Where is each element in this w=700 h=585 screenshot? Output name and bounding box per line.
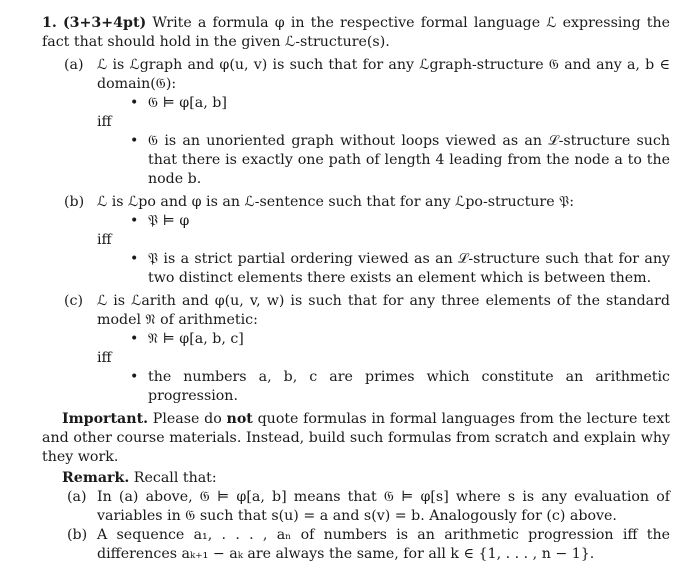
part-a-condition: • 𝔊 is an unoriented graph without loops viewed as an ℒ-structure such that there is exactly one path of length 4 leading from the node a to the node b. (130, 132, 670, 189)
remark-item-a-text: In (a) above, 𝔊 ⊨ φ[a, b] means that 𝔊 ⊨ φ[s] where s is any evaluation of variables in 𝔊 such that s(u) = a and s(v) = b. Analogously for (c) above. (97, 489, 670, 524)
part-a-iff: iff (97, 114, 112, 130)
part-a-statement: ℒ is ℒgraph and φ(u, v) is such that for any ℒgraph-structure 𝔊 and any a, b ∈ domain(𝔊): (97, 57, 670, 92)
problem-number: 1. (42, 15, 57, 31)
remark-item-b (67, 526, 670, 564)
problem-intro: Write a formula φ in the respective formal language ℒ expressing the fact that should hold in the given ℒ-structure(s). (42, 15, 670, 50)
part-c-iff: iff (97, 350, 112, 366)
remark-heading-line (62, 469, 670, 488)
remark-heading: Remark. (62, 470, 130, 486)
part-b-label: (b) (64, 194, 85, 210)
part-b (42, 193, 670, 288)
remark-item-a (67, 488, 670, 526)
important-text-after: quote formulas in formal languages from the lecture text and other course materials. Instead, build such formulas from scratch and explain why they work. (42, 411, 670, 465)
remark-intro: Recall that: (133, 470, 217, 486)
problem-points: (3+3+4pt) (62, 15, 147, 31)
part-b-statement: ℒ is ℒpo and φ is an ℒ-sentence such that for any ℒpo-structure 𝔓: (97, 194, 575, 210)
part-a-formula: • 𝔊 ⊨ φ[a, b] (130, 94, 670, 113)
important-not: not (226, 411, 253, 427)
remark-item-b-label: (b) (67, 527, 88, 543)
problem-heading (42, 14, 670, 52)
remark-item-a-label: (a) (67, 489, 87, 505)
important-text-before: Please do (152, 411, 222, 427)
part-b-condition: • 𝔓 is a strict partial ordering viewed as an ℒ-structure such that for any two distinct elements there exists an element which is between them. (130, 250, 670, 288)
part-c-label: (c) (64, 293, 84, 309)
part-b-formula: • 𝔓 ⊨ φ (130, 212, 670, 231)
remark-item-b-text: A sequence a₁, . . . , aₙ of numbers is an arithmetic progression iff the differences aₖ₊₁ − aₖ are always the same, for all k ∈ {1, . . . , n − 1}. (97, 527, 670, 562)
part-a-label: (a) (64, 57, 84, 73)
part-a (42, 56, 670, 189)
part-b-iff: iff (97, 232, 112, 248)
part-c (42, 292, 670, 406)
important-heading: Important. (62, 411, 149, 427)
important-note (42, 410, 670, 467)
part-c-statement: ℒ is ℒarith and φ(u, v, w) is such that for any three elements of the standard model 𝔑 of arithmetic: (97, 293, 670, 328)
part-c-condition: • the numbers a, b, c are primes which constitute an arithmetic progression. (130, 368, 670, 406)
part-c-formula: • 𝔑 ⊨ φ[a, b, c] (130, 330, 670, 349)
